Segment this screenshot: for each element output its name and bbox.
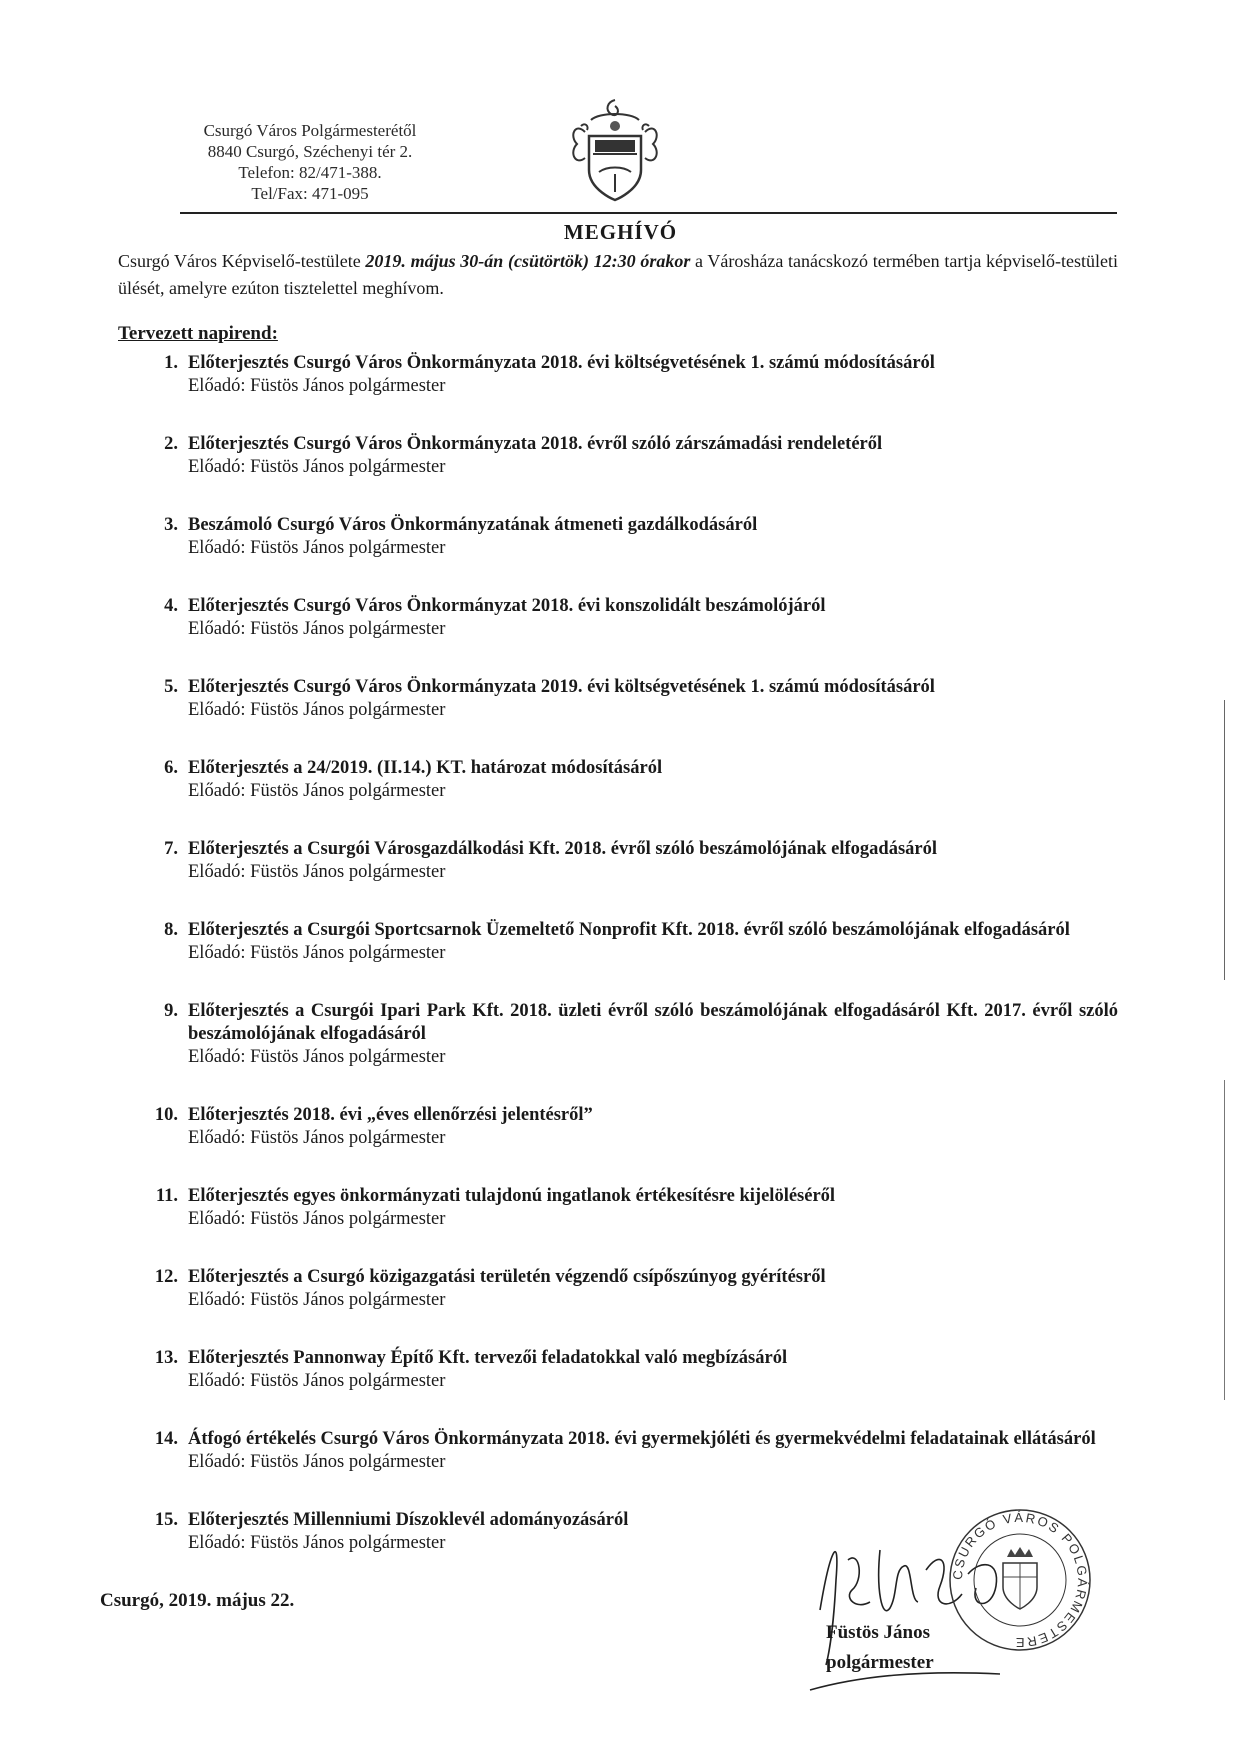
agenda-item-presenter: Előadó: Füstös János polgármester	[188, 1209, 446, 1229]
intro-text-start: Csurgó Város Képviselő-testülete	[118, 251, 366, 271]
agenda-item-title: Előterjesztés Millenniumi Díszoklevél adományozásáról	[188, 1510, 629, 1530]
agenda-item-presenter: Előadó: Füstös János polgármester	[188, 862, 446, 882]
agenda-item-number: 9.	[164, 1001, 178, 1021]
agenda-item	[118, 838, 1118, 884]
agenda-item-title: Előterjesztés Csurgó Város Önkormányzata 2019. évi költségvetésének 1. számú módosításáról	[188, 677, 935, 697]
agenda-item-title: Előterjesztés 2018. évi „éves ellenőrzési jelentésről”	[188, 1105, 593, 1125]
sender-street: 8840 Csurgó, Széchenyi tér 2.	[207, 142, 413, 161]
agenda-item-presenter: Előadó: Füstös János polgármester	[188, 1452, 446, 1472]
agenda-item	[118, 1104, 1118, 1150]
agenda-item-number: 5.	[164, 677, 178, 697]
agenda-item-presenter: Előadó: Füstös János polgármester	[188, 538, 446, 558]
agenda-item-title: Előterjesztés a 24/2019. (II.14.) KT. határozat módosításáról	[188, 758, 663, 778]
agenda-item-title: Előterjesztés a Csurgói Sportcsarnok Üzemeltető Nonprofit Kft. 2018. évről szóló beszámolójának elfogadásáról	[188, 920, 1070, 940]
agenda-item	[118, 1347, 1118, 1393]
agenda-item-presenter: Előadó: Füstös János polgármester	[188, 619, 446, 639]
agenda-item-number: 14.	[154, 1429, 178, 1449]
agenda-item-number: 13.	[154, 1348, 178, 1368]
sender-office: Csurgó Város Polgármesterétől	[203, 121, 417, 140]
agenda-item-number: 2.	[164, 434, 178, 454]
sender-phone: Telefon: 82/471-388.	[238, 163, 382, 182]
intro-text-end: a Városháza tanácskozó termében tartja képviselő-testületi ülését, amelyre ezúton tisztelettel meghívom.	[118, 251, 1118, 298]
agenda-item-presenter: Előadó: Füstös János polgármester	[188, 1290, 446, 1310]
agenda-item	[118, 514, 1118, 560]
agenda-item	[118, 595, 1118, 641]
agenda-item-title: Előterjesztés a Csurgói Városgazdálkodási Kft. 2018. évről szóló beszámolójának elfogadásáról	[188, 839, 938, 859]
agenda-item-title: Előterjesztés a Csurgói Ipari Park Kft. 2018. üzleti évről szóló beszámolójának elfogadásáról Kft. 2017. évről szóló beszámolójának elfogadásáról	[188, 1001, 1118, 1044]
agenda-item-number: 11.	[155, 1186, 178, 1206]
sender-address	[180, 120, 440, 204]
agenda-item-number: 1.	[164, 353, 178, 373]
agenda-item	[118, 1428, 1118, 1474]
agenda-item-title: Előterjesztés a Csurgó közigazgatási területén végzendő csípőszúnyog gyérítésről	[188, 1267, 826, 1287]
agenda-item-presenter: Előadó: Füstös János polgármester	[188, 376, 446, 396]
sender-fax: Tel/Fax: 471-095	[251, 184, 369, 203]
agenda-item-number: 15.	[154, 1510, 178, 1530]
agenda-item-number: 7.	[164, 839, 178, 859]
agenda-item	[118, 919, 1118, 965]
agenda-item-presenter: Előadó: Füstös János polgármester	[188, 1047, 446, 1067]
agenda-item-number: 3.	[164, 515, 178, 535]
agenda-item-presenter: Előadó: Füstös János polgármester	[188, 457, 446, 477]
agenda-item	[118, 352, 1118, 398]
agenda-item-presenter: Előadó: Füstös János polgármester	[188, 1371, 446, 1391]
agenda-item	[118, 1185, 1118, 1231]
agenda-item-presenter: Előadó: Füstös János polgármester	[188, 700, 446, 720]
document-title: MEGHÍVÓ	[563, 220, 678, 244]
agenda-item-title: Átfogó értékelés Csurgó Város Önkormányzata 2018. évi gyermekjóléti és gyermekvédelmi feladatainak ellátásáról	[188, 1429, 1096, 1449]
agenda-item	[118, 676, 1118, 722]
scan-edge-line	[1224, 1080, 1225, 1400]
agenda-item-number: 10.	[154, 1105, 178, 1125]
agenda-item-title: Előterjesztés Pannonway Építő Kft. tervezői feladatokkal való megbízásáról	[188, 1348, 788, 1368]
agenda-item-title: Előterjesztés Csurgó Város Önkormányzata 2018. évi költségvetésének 1. számú módosításáról	[188, 353, 935, 373]
signatory-name: Füstös János	[826, 1622, 930, 1643]
signatory	[826, 1618, 934, 1678]
agenda-item-number: 12.	[154, 1267, 178, 1287]
agenda-item-title: Előterjesztés Csurgó Város Önkormányzat 2018. évi konszolidált beszámolójáról	[188, 596, 826, 616]
place-and-date: Csurgó, 2019. május 22.	[100, 1590, 295, 1611]
agenda-item-presenter: Előadó: Füstös János polgármester	[188, 1533, 446, 1553]
agenda-item-number: 6.	[164, 758, 178, 778]
agenda-item-title: Előterjesztés egyes önkormányzati tulajdonú ingatlanok értékesítésre kijelöléséről	[188, 1186, 836, 1206]
header-divider	[180, 212, 1117, 214]
meeting-datetime: 2019. május 30-án (csütörtök) 12:30 órakor	[365, 251, 691, 271]
town-crest-icon	[555, 92, 675, 212]
agenda-item	[118, 433, 1118, 479]
official-seal-icon	[945, 1505, 1095, 1655]
agenda-item	[118, 1000, 1118, 1069]
agenda-item	[118, 757, 1118, 803]
agenda-item-title: Előterjesztés Csurgó Város Önkormányzata 2018. évről szóló zárszámadási rendeletéről	[188, 434, 883, 454]
agenda-heading: Tervezett napirend:	[118, 323, 278, 344]
agenda-item-title: Beszámoló Csurgó Város Önkormányzatának átmeneti gazdálkodásáról	[188, 515, 758, 535]
agenda-list	[118, 352, 1118, 1590]
seal-text: CSURGÓ VÁROS POLGÁRMESTERE	[949, 1509, 1091, 1651]
agenda-item-presenter: Előadó: Füstös János polgármester	[188, 943, 446, 963]
agenda-item	[118, 1266, 1118, 1312]
signatory-role: polgármester	[826, 1652, 934, 1673]
agenda-item-presenter: Előadó: Füstös János polgármester	[188, 1128, 446, 1148]
scan-edge-line	[1224, 700, 1225, 980]
agenda-item-presenter: Előadó: Füstös János polgármester	[188, 781, 446, 801]
intro-paragraph	[118, 248, 1118, 302]
agenda-item-number: 8.	[164, 920, 178, 940]
agenda-item-number: 4.	[164, 596, 178, 616]
